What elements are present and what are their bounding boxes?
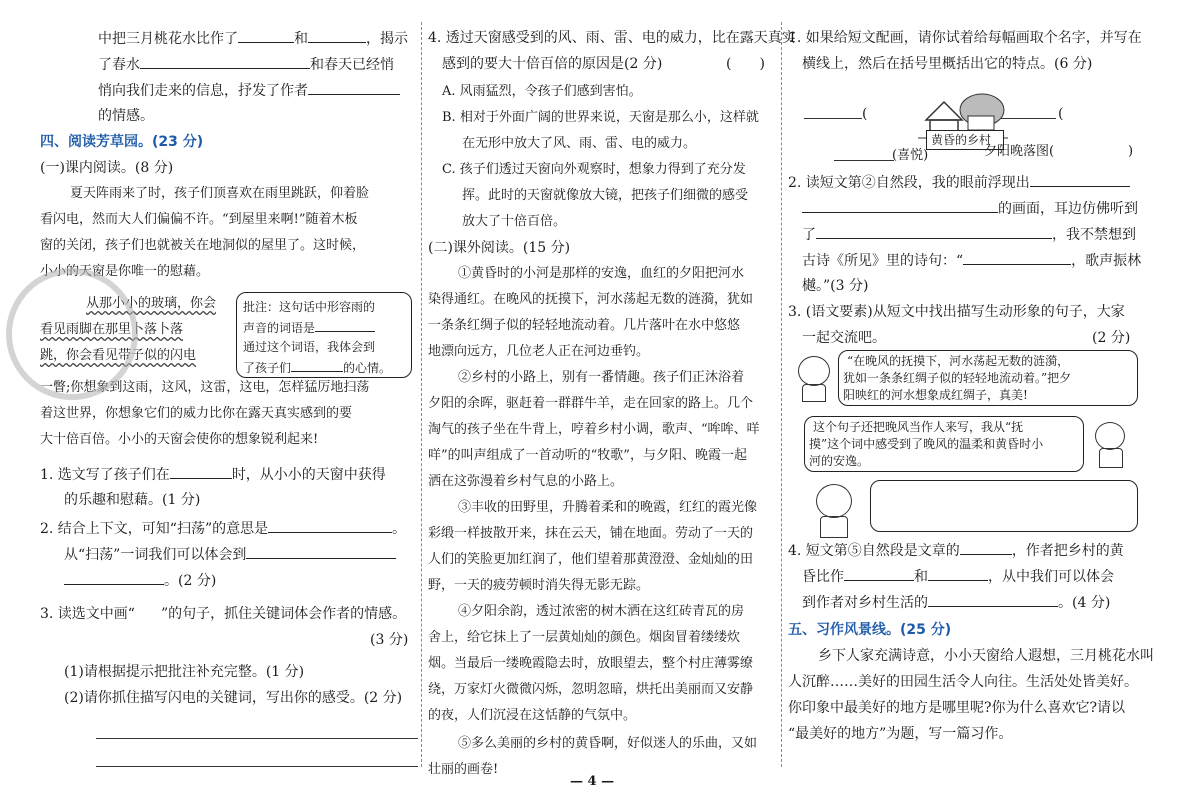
body-shape <box>820 516 848 538</box>
text-line: 悄向我们走来的信息，抒发了作者 <box>98 80 400 101</box>
text-line: 一起交流吧。 <box>802 330 886 346</box>
page-number: — 4 — <box>570 774 615 789</box>
answer-line <box>96 766 418 767</box>
text-line: 到作者对乡村生活的 。(4 分) <box>802 592 1110 613</box>
speech-bubble-2: 这个句子还把晚风当作人来写，我从“抚 摸”这个词中感受到了晚风的温柔和黄昏时小 河的安逸。 <box>804 416 1084 472</box>
text-line: 大十倍百倍。小小的天窗会使你的想象锐利起来! <box>40 432 319 447</box>
text-line: 一条条红绸子似的轻轻地流动着。几片落叶在水中悠悠 <box>428 318 741 333</box>
text-line: 地漂向远方，几位老人正在河边垂钓。 <box>428 344 650 359</box>
body-shape <box>1099 448 1123 468</box>
house-shape <box>968 116 994 130</box>
option-b: B. 相对于外面广阔的世界来说，天窗是那么小，这样就 <box>442 110 759 125</box>
picture-title-box: 黄昏的乡村 <box>926 130 1004 150</box>
text-line: (3 分) <box>370 632 409 648</box>
answer-paren: ( <box>862 106 868 122</box>
picture-label: ) <box>1128 144 1134 159</box>
text-line: 窗的关闭，孩子们也就被关在地洞似的屋里了。这时候， <box>40 238 366 253</box>
picture-label: (喜悦) <box>892 148 929 163</box>
roof-shape <box>926 102 962 120</box>
question-1: 1. 如果给短文配画，请你试着给每幅画取个名字，并写在 <box>788 30 1142 46</box>
text-line: 的画面，耳边仿佛听到 <box>802 198 1138 219</box>
question-4: 4. 透过天窗感受到的风、雨、雷、电的威力，比在露天真实 <box>428 30 796 46</box>
text-line: 了 ，我不禁想到 <box>802 224 1136 245</box>
picture-label: 夕阳晚落图( <box>984 144 1055 159</box>
essay-prompt: 人沉醉……美好的田园生活令人向往。生活处处皆美好。 <box>788 674 1138 690</box>
text-line: 壮丽的画卷! <box>428 762 499 777</box>
text-line: 洒在这弥漫着乡村气息的小路上。 <box>428 474 624 489</box>
text-line: 看闪电，然而大人们偏偏不许。“到屋里来啊!”随着木板 <box>40 212 358 227</box>
text-line: 绕，万家灯火微微闪烁，忽明忽暗，烘托出美丽而又安静 <box>428 682 754 697</box>
column-separator-1 <box>421 22 422 767</box>
question-4: 4. 短文第⑤自然段是文章的 ，作者把乡村的黄 <box>788 540 1124 561</box>
option-c: C. 孩子们透过天窗向外观察时，想象力得到了充分发 <box>442 162 746 177</box>
question-2: 2. 结合上下文，可知“扫荡”的意思是 。 <box>40 518 406 539</box>
text-line: ②乡村的小路上，别有一番情趣。孩子们正沐浴着 <box>458 370 745 385</box>
text-line: ①黄昏时的小河是那样的安逸，血红的夕阳把河水 <box>458 266 745 281</box>
boy-avatar <box>1092 420 1128 466</box>
body-shape <box>802 384 826 402</box>
text-line: 的乐趣和慰藉。(1 分) <box>64 492 201 508</box>
face-icon <box>798 356 830 386</box>
text-line: 樾。”(3 分) <box>802 278 869 294</box>
text-line: 咩”的叫声组成了一首动听的“牧歌”，与夕阳、晚霞一起 <box>428 448 747 463</box>
column-separator-2 <box>781 22 782 767</box>
speech-bubble-1: “在晚风的抚摸下，河水荡起无数的涟漪， 犹如一条条红绸子似的轻轻地流动着。”把夕 阳映红的河水想象成红绸子，真美! <box>838 350 1138 406</box>
text-line: 了春水 和春天已经悄 <box>98 54 394 75</box>
text-line: 感到的要大十倍百倍的原因是(2 分) <box>442 56 663 72</box>
face-icon <box>1095 422 1125 450</box>
answer-line <box>96 738 418 739</box>
sub-section-1-title: (一)课内阅读。(8 分) <box>40 160 174 176</box>
text-line: 烟。当最后一缕晚霞隐去时，放眼望去，整个村庄薄雾缭 <box>428 656 754 671</box>
text-line: 一瞥;你想象到这雨，这风，这雷，这电，怎样猛厉地扫荡 <box>40 380 370 395</box>
text-line: 夏天阵雨来了时，孩子们顶喜欢在雨里跳跃，仰着脸 <box>70 186 370 201</box>
text-line: 看见雨脚在那里卜落卜落 <box>40 322 184 337</box>
answer-line <box>804 118 862 119</box>
question-1: 1. 选文写了孩子们在 时，从小小的天窗中获得 <box>40 464 386 485</box>
text-line: ⑤多么美丽的乡村的黄昏啊，好似迷人的乐曲，又如 <box>458 736 758 751</box>
text-line: 横线上，然后在括号里概括出它的特点。(6 分) <box>802 56 1093 72</box>
question-2: 2. 读短文第②自然段，我的眼前浮现出 <box>788 172 1130 193</box>
sub-question-2: (2)请你抓住描写闪电的关键词，写出你的感受。(2 分) <box>64 690 403 706</box>
child-avatar <box>808 480 858 536</box>
text-line: 挥。此时的天窗就像放大镜，把孩子们细微的感受 <box>462 188 749 203</box>
answer-line <box>834 160 894 161</box>
text-line: 昏比作 和 ，从中我们可以体会 <box>802 566 1114 587</box>
text-line: 在无形中放大了风、雨、雷、电的威力。 <box>462 136 697 151</box>
sub-question-1: (1)请根据提示把批注补充完整。(1 分) <box>64 664 305 680</box>
essay-prompt: 乡下人家充满诗意，小小天窗给人遐想，三月桃花水叫 <box>818 648 1154 664</box>
text-line: 的夜，人们沉浸在这恬静的气氛中。 <box>428 708 637 723</box>
text-line: ④夕阳余韵，透过浓密的树木洒在这红砖青瓦的房 <box>458 604 745 619</box>
text-line: 从“扫荡”一词我们可以体会到 <box>64 544 396 565</box>
text-line: 人们的笑脸更加红润了，他们望着那黄澄澄、金灿灿的田 <box>428 552 754 567</box>
girl-avatar <box>794 354 832 400</box>
text-line: 的情感。 <box>98 108 154 124</box>
text-line: 小小的天窗是你唯一的慰藉。 <box>40 264 210 279</box>
text-line: 跳，你会看见带子似的闪电 <box>40 348 197 363</box>
essay-prompt: 你印象中最美好的地方是哪里呢?你为什么喜欢它?请以 <box>788 700 1126 716</box>
essay-prompt: “最美好的地方”为题，写一篇习作。 <box>788 726 1013 742</box>
text-line: ③丰收的田野里，升腾着柔和的晚霞，红红的霞光像 <box>458 500 758 515</box>
text-line: 从那小小的玻璃，你会 <box>86 296 217 311</box>
stamp-watermark <box>6 268 138 400</box>
answer-paren: ( <box>1058 106 1064 122</box>
question-3: 3. (语文要素)从短文中找出描写生动形象的句子，大家 <box>788 304 1125 320</box>
question-3: 3. 读选文中画“ ”的句子，抓住关键词体会作者的情感。 <box>40 606 407 622</box>
text-line: 舍上，给它抹上了一层黄灿灿的颜色。烟囱冒着缕缕炊 <box>428 630 741 645</box>
sub-section-2-title: (二)课外阅读。(15 分) <box>428 240 571 256</box>
option-a: A. 风雨猛烈，令孩子们感到害怕。 <box>442 84 642 99</box>
text-line: 中把三月桃花水比作了 和 ，揭示 <box>98 28 408 49</box>
section-4-title: 四、阅读芳草园。(23 分) <box>40 134 204 150</box>
text-line: 放大了十倍百倍。 <box>462 214 567 229</box>
annotation-note-box: 批注：这句话中形容雨的 声音的词语是 通过这个词语，我体会到 了孩子们 的心情。 <box>236 292 412 378</box>
section-5-title: 五、习作风景线。(25 分) <box>788 622 952 638</box>
text-line: (2 分) <box>1092 330 1131 346</box>
text-line: 染得通红。在晚风的抚摸下，河水荡起无数的涟漪，犹如 <box>428 292 754 307</box>
face-icon <box>816 484 852 518</box>
text-line: 淘气的孩子坐在牛背上，哼着乡村小调，歌声、“哞哞、咩 <box>428 422 760 437</box>
text-line: 野，一天的疲劳顿时消失得无影无踪。 <box>428 578 650 593</box>
answer-paren: ( ) <box>726 56 765 72</box>
text-line: 古诗《所见》里的诗句：“ ，歌声振林 <box>802 250 1141 271</box>
text-line: 夕阳的余晖，驱赶着一群群牛羊，走在回家的路上。几个 <box>428 396 754 411</box>
text-line: 着这世界，你想象它们的威力比你在露天真实感到的要 <box>40 406 353 421</box>
answer-bubble[interactable] <box>870 480 1138 532</box>
text-line: 彩缎一样披散开来，抹在云天，铺在地面。劳动了一天的 <box>428 526 754 541</box>
text-line: 。(2 分) <box>64 570 216 591</box>
